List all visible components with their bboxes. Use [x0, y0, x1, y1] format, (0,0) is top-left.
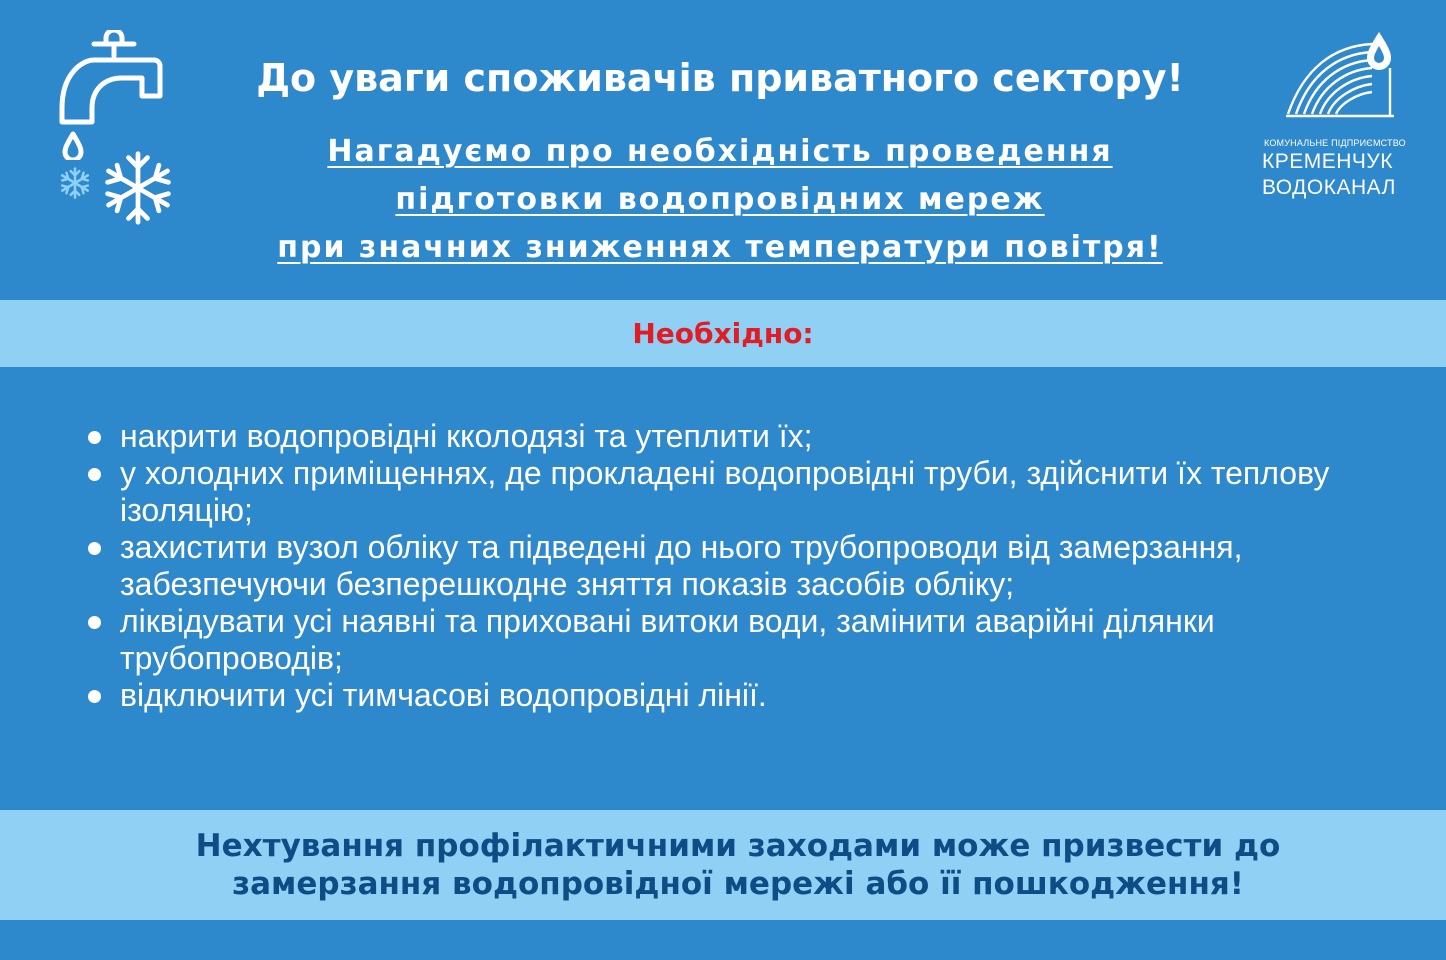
- bullet-icon: [88, 542, 101, 555]
- requirements-list: [84, 418, 1404, 714]
- bullet-icon: [88, 468, 101, 481]
- warning-text: Нехтування профілактичними заходами може призвести до замерзання водопровідної мережі або її пошкодження!: [195, 828, 1281, 902]
- bullet-icon: [88, 690, 101, 703]
- logo-mark-icon: [1284, 28, 1394, 136]
- logo-line-1: КРЕМЕНЧУК: [1262, 150, 1393, 173]
- faucet-icon: [48, 30, 168, 160]
- logo-line-2: ВОДОКАНАЛ: [1262, 176, 1396, 199]
- required-band: [0, 300, 1446, 367]
- bullet-icon: [88, 431, 101, 444]
- subtitle-line: Нагадуємо про необхідність проведення: [327, 134, 1113, 169]
- list-item-text: захистити вузол обліку та підведені до нього трубопроводи від замерзання, забезпечуючи безперешкодне зняття показів засобів обліку;: [120, 529, 1243, 602]
- logo-small-text: КОМУНАЛЬНЕ ПІДПРИЄМСТВО: [1264, 138, 1406, 148]
- list-item: [84, 455, 1404, 529]
- list-item: [84, 603, 1404, 677]
- list-item: [84, 418, 1404, 455]
- list-item-text: у холодних приміщеннях, де прокладені водопровідні труби, здійснити їх теплову ізоляцію;: [120, 455, 1330, 528]
- required-label: Необхідно:: [632, 317, 814, 350]
- list-item: [84, 529, 1404, 603]
- snowflake-small-icon: [58, 166, 92, 200]
- bullet-icon: [88, 616, 101, 629]
- header: [0, 0, 1446, 300]
- list-item: [84, 677, 1404, 714]
- page-title: До уваги споживачів приватного сектору!: [256, 56, 1184, 100]
- list-item-text: накрити водопровідні кколодязі та утеплити їх;: [120, 418, 813, 454]
- list-item-text: відключити усі тимчасові водопровідні лінії.: [120, 677, 767, 713]
- subtitle-line: підготовки водопровідних мереж: [395, 182, 1045, 217]
- company-logo: [1262, 28, 1412, 208]
- subtitle-line: при значних зниженнях температури повітря!: [277, 230, 1163, 265]
- warning-band: [0, 810, 1446, 920]
- list-item-text: ліквідувати усі наявні та приховані витоки води, замінити аварійні ділянки трубопроводів;: [120, 603, 1215, 676]
- subtitle: [170, 128, 1270, 272]
- snowflake-icon: [100, 150, 176, 226]
